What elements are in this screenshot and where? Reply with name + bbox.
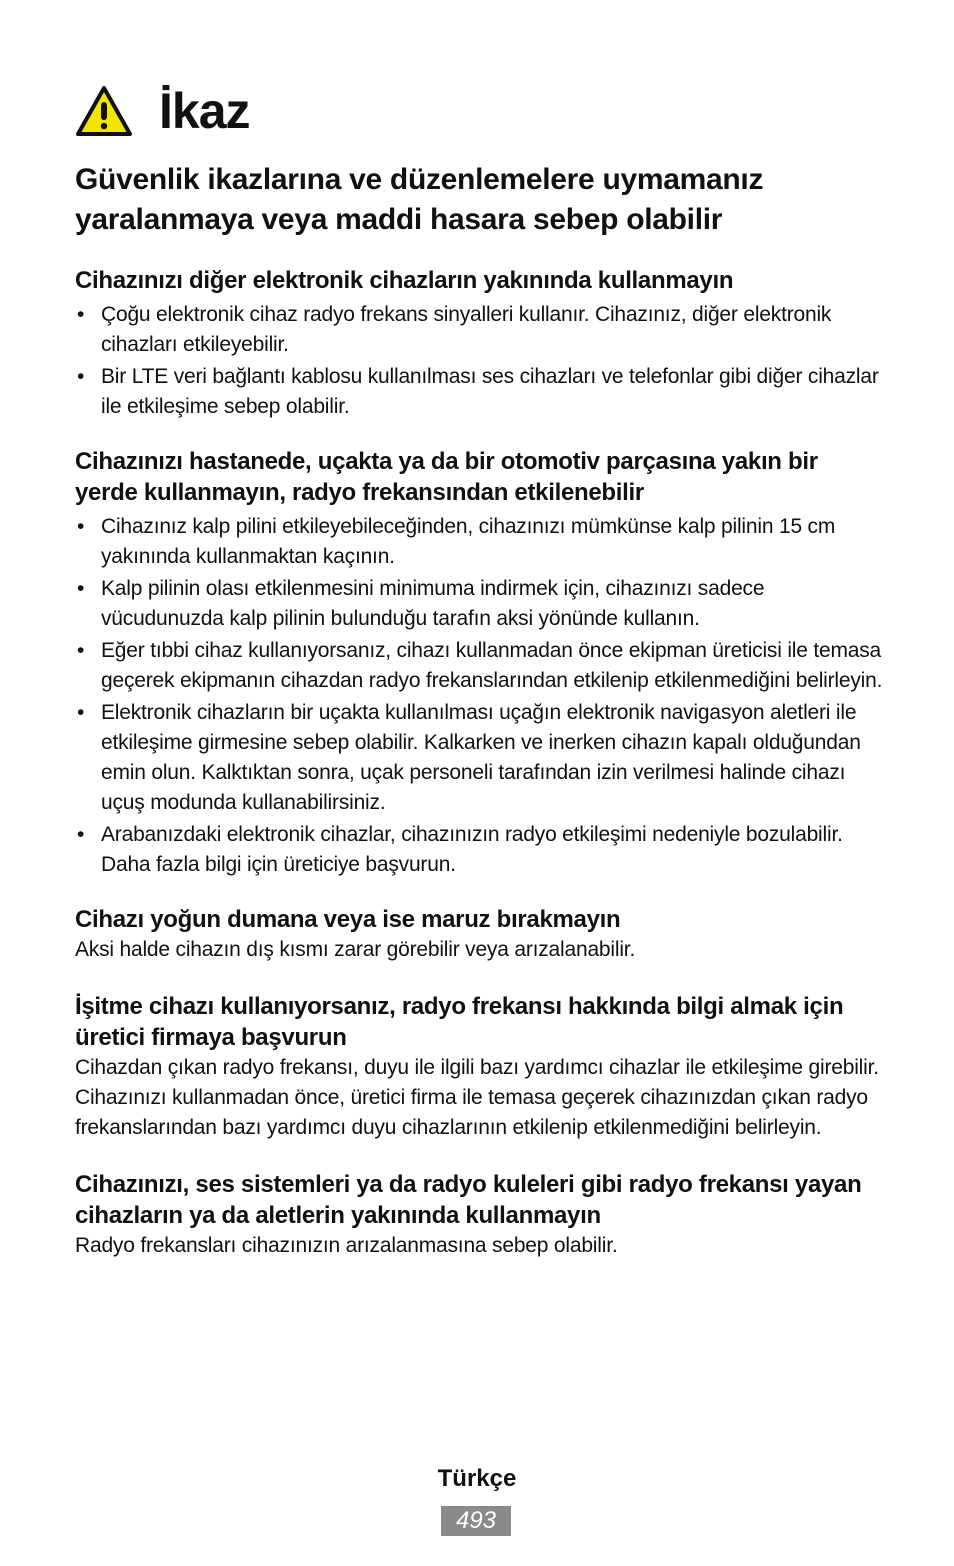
footer-language: Türkçe xyxy=(437,1465,517,1492)
bullet-list xyxy=(75,300,885,422)
bullet-icon: • xyxy=(77,701,85,724)
section-text: Radyo frekansları cihazınızın arızalanmasına sebep olabilir. xyxy=(75,1234,618,1257)
section-electronic-devices xyxy=(75,265,885,422)
bullet-icon: • xyxy=(77,823,85,846)
bullet-icon: • xyxy=(77,577,85,600)
list-item: • Cihazınız kalp pilini etkileyebileceğinden, cihazınızı mümkünse kalp pilinin 15 cm yakınında kullanmaktan kaçının. xyxy=(75,512,885,572)
section-heading: Cihazınızı hastanede, uçakta ya da bir otomotiv parçasına yakın bir yerde kullanmayın, radyo frekansından etkilenebilir xyxy=(75,448,818,506)
section-text: Aksi halde cihazın dış kısmı zarar görebilir veya arızalanabilir. xyxy=(75,938,636,961)
bullet-icon: • xyxy=(77,515,85,538)
list-item: • Kalp pilinin olası etkilenmesini minimuma indirmek için, cihazınızı sadece vücudunuzda kalp pilinin bulunduğu tarafın aksi yönünde kullanın. xyxy=(75,574,885,634)
bullet-list xyxy=(75,512,885,880)
page-subtitle: Güvenlik ikazlarına ve düzenlemelere uymamanız yaralanmaya veya maddi hasara sebep olabilir xyxy=(75,163,764,236)
list-item: • Eğer tıbbi cihaz kullanıyorsanız, cihazı kullanmadan önce ekipman üreticisi ile temasa geçerek ekipmanın cihazdan radyo frekanslarından etkilenip etkilenmediğini belirleyin. xyxy=(75,636,885,696)
warning-triangle-icon xyxy=(75,85,133,137)
section-text: Cihazdan çıkan radyo frekansı, duyu ile ilgili bazı yardımcı cihazlar ile etkileşime girebilir. Cihazınızı kullanmadan önce, üretici firma ile temasa geçerek cihazınızdan çıkan radyo frekanslarından bazı yardımcı duyu cihazlarının etkilenip etkilenmediğini belirleyin. xyxy=(75,1056,879,1139)
section-heading: İşitme cihazı kullanıyorsanız, radyo frekansı hakkında bilgi almak için üretici firmaya başvurun xyxy=(75,993,844,1051)
section-heading: Cihazınızı diğer elektronik cihazların yakınında kullanmayın xyxy=(75,267,734,294)
list-item: • Çoğu elektronik cihaz radyo frekans sinyalleri kullanır. Cihazınız, diğer elektronik cihazları etkileyebilir. xyxy=(75,300,885,360)
page-title: İkaz xyxy=(159,83,250,139)
section-hospital-aircraft xyxy=(75,446,885,880)
list-item: • Bir LTE veri bağlantı kablosu kullanılması ses cihazları ve telefonlar gibi diğer cihazlar ile etkileşime sebep olabilir. xyxy=(75,362,885,422)
bullet-icon: • xyxy=(77,303,85,326)
section-radio-towers xyxy=(75,1169,885,1261)
section-hearing-aid xyxy=(75,991,885,1143)
list-item: • Arabanızdaki elektronik cihazlar, cihazınızın radyo etkileşimi nedeniyle bozulabilir. Daha fazla bilgi için üreticiye başvurun. xyxy=(75,820,885,880)
bullet-icon: • xyxy=(77,639,85,662)
bullet-icon: • xyxy=(77,365,85,388)
page-number: 493 xyxy=(441,1506,511,1536)
list-item: • Elektronik cihazların bir uçakta kullanılması uçağın elektronik navigasyon aletleri ile etkileşime girmesine sebep olabilir. Kalkarken ve inerken cihazın kapalı olduğundan emin olun. Kalktıktan sonra, uçak personeli tarafından izin verilmesi halinde cihazı uçuş modunda kullanabilirsiniz. xyxy=(75,698,885,818)
section-heading: Cihazınızı, ses sistemleri ya da radyo kuleleri gibi radyo frekansı yayan cihazların ya da aletlerin yakınında kullanmayın xyxy=(75,1171,862,1229)
section-smoke-fumes xyxy=(75,904,885,965)
section-heading: Cihazı yoğun dumana veya ise maruz bırakmayın xyxy=(75,906,621,933)
page-header xyxy=(75,82,250,140)
content xyxy=(75,265,885,1261)
